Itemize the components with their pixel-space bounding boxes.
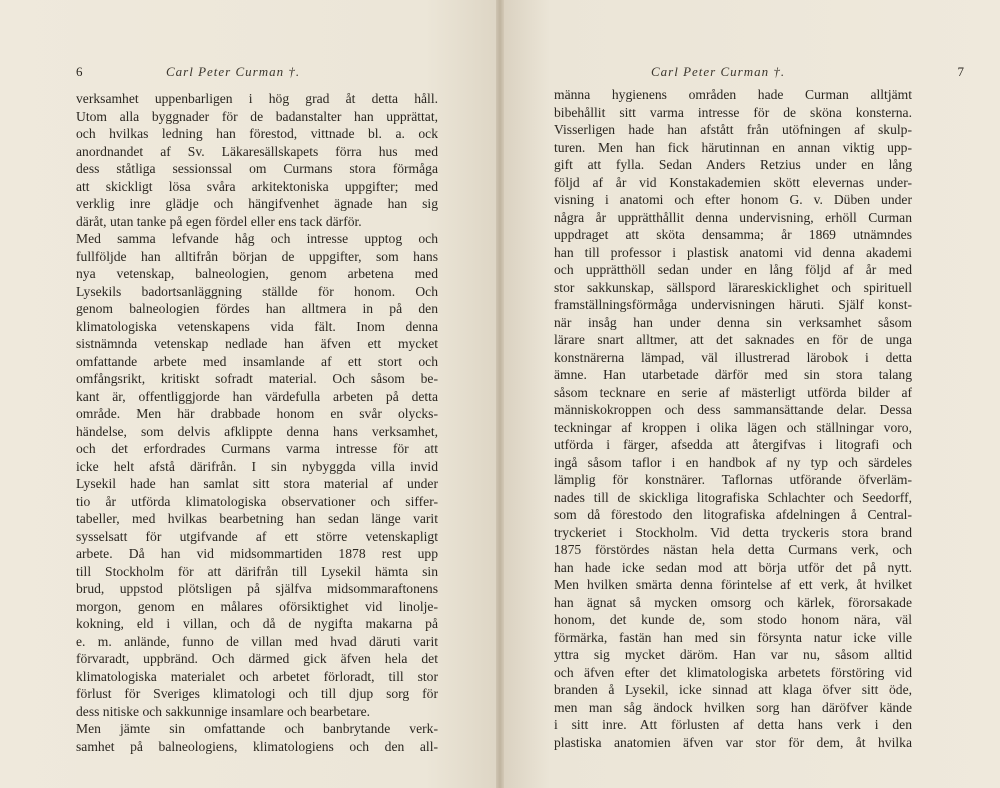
text-line: och äfven efter det klimatologiska arbetets förstöring vid bbox=[554, 664, 912, 680]
text-line: Med samma lefvande håg och intresse upptog och bbox=[76, 231, 438, 246]
text-line: kant är, offentliggjorde han värdefulla arbeten på detta bbox=[76, 388, 438, 404]
text-line: sysselsatt för utgifvande af ett större vetenskapligt bbox=[76, 528, 438, 544]
text-line: klimatologiska vetenskapens vida fält. Inom denna bbox=[76, 318, 438, 334]
text-line: dess ståtliga sessionssal om Curmans stora förmåga bbox=[76, 161, 438, 176]
text-line: dess nitiske och sakkunnige insamlare och bearbetare. bbox=[76, 703, 371, 719]
text-line: tryckeriet i Stockholm. Vid detta tryckeris stora brand bbox=[554, 524, 912, 540]
left-page-text bbox=[76, 90, 438, 755]
text-line: Visserligen hade han afstått från utöfningen af skulp- bbox=[554, 122, 912, 137]
text-line: lärare snart alltmer, att det saknades en för de unga bbox=[554, 332, 912, 347]
left-running-title: Carl Peter Curman †. bbox=[166, 64, 301, 79]
text-line: kokning, eld i villan, och då de nygifta makarna på bbox=[76, 616, 438, 631]
text-line: förmärka, fastän han med sin försynta natur icke ville bbox=[554, 629, 912, 645]
text-line: utförda i färger, afsedda att återgifvas i litografi och bbox=[554, 437, 912, 452]
text-line: brud, uppstod plötsligen på själfva midsommaraftonens bbox=[76, 581, 438, 596]
right-running-title: Carl Peter Curman †. bbox=[651, 64, 786, 79]
text-line: bibehållit sitt varma intresse för de sköna konsterna. bbox=[554, 104, 912, 120]
text-line: att skickligt lösa svåra arkitektoniska uppgifter; med bbox=[76, 178, 438, 194]
text-line: fullföljde han alltifrån början de uppgifter, som hans bbox=[76, 248, 438, 264]
text-line: turen. Men han fick härutinnan en annan viktig upp- bbox=[554, 139, 912, 155]
text-line: Men jämte sin omfattande och banbrytande verk- bbox=[76, 721, 438, 736]
text-line: i sitt inre. Att förlusten af detta hans verk i den bbox=[554, 717, 912, 732]
text-line: sistnämnda vetenskap nedlade han äfven ett mycket bbox=[76, 336, 438, 351]
book-gutter bbox=[496, 0, 504, 788]
text-line: branden å Lysekil, icke sinnad att klaga öfver sitt öde, bbox=[554, 682, 912, 697]
text-line: Lysekils badortsanläggning ställde för honom. Och bbox=[76, 283, 438, 299]
text-line: genom balneologien fördes han alltmera in på den bbox=[76, 301, 438, 316]
text-line: männa hygienens områden hade Curman alltjämt bbox=[554, 87, 912, 102]
text-line: arbete. Då han vid midsommartiden 1878 rest upp bbox=[76, 546, 438, 561]
text-line: förvaradt, uppbränd. Och därmed gick äfven hela det bbox=[76, 651, 438, 666]
text-line: samhet på balneologiens, klimatologiens och den all- bbox=[76, 738, 438, 754]
text-line: plastiska anatomien äfven var stor för dem, åt hvilka bbox=[554, 734, 912, 750]
text-line: Men hvilken smärta denna förintelse af ett verk, åt hvilket bbox=[554, 577, 912, 592]
left-page-number: 6 bbox=[76, 64, 83, 79]
text-line: Lysekil hade han samlat sitt stora material af under bbox=[76, 476, 438, 491]
text-line: ämne. Han utarbetade därför med sin stora talang bbox=[554, 367, 912, 382]
text-line: tio år utförda klimatologiska observationer och siffer- bbox=[76, 493, 438, 509]
text-line: anordnandet af Sv. Läkaresällskapets förra hus med bbox=[76, 143, 438, 159]
text-line: och det erfordrades Curmans varma intresse för att bbox=[76, 441, 438, 456]
right-page-text bbox=[554, 86, 912, 751]
text-line: men man såg ändock hvilken sorg han däröfver kände bbox=[554, 699, 912, 715]
text-line: händelse, som delvis afklippte denna hans verksamhet, bbox=[76, 423, 438, 439]
text-line: och upprätthöll sedan under en lång följd af år med bbox=[554, 262, 912, 277]
text-line: till Stockholm för att därifrån till Lysekil hämta sin bbox=[76, 563, 438, 579]
text-line: stor sakkunskap, sällspord lärareskicklighet och spirituell bbox=[554, 279, 912, 295]
text-line: omfattande arbete med insamlande af ett stort och bbox=[76, 353, 438, 369]
text-line: däråt, utan tanke på egen fördel eller ens tack därför. bbox=[76, 213, 362, 229]
text-line: yttra sig mycket däröm. Han var nu, såsom alltid bbox=[554, 647, 912, 662]
text-line: teckningar af kroppen i olika lägen och ställningar voro, bbox=[554, 419, 912, 435]
text-line: lämplig för konstnärer. Taflornas utförande öfverläm- bbox=[554, 472, 912, 487]
text-line: e. m. anlände, funno de villan med hvad däruti varit bbox=[76, 633, 438, 649]
text-line: förlust för Sveriges klimatologi och till djup sorg för bbox=[76, 686, 438, 701]
text-line: några år upprätthållit denna undervisning, erhöll Curman bbox=[554, 209, 912, 225]
text-line: område. Men här drabbade honom en svår olycks- bbox=[76, 406, 438, 421]
text-line: människokroppen och dess sammansättande delar. Dessa bbox=[554, 402, 912, 417]
text-line: icke helt afstå därifrån. I sin nybyggda villa invid bbox=[76, 458, 438, 474]
text-line: verklig inre glädje och hängifvenhet ägnade han sig bbox=[76, 196, 438, 211]
text-line: omfångsrikt, kritiskt sofradt material. Och såsom be- bbox=[76, 371, 438, 386]
text-line: han ägnat så mycken omsorg och kärlek, förorsakade bbox=[554, 594, 912, 610]
text-line: Utom alla byggnader för de badanstalter han upprättat, bbox=[76, 108, 438, 124]
text-line: framställningsförmåga undervisningen häruti. Själf konst- bbox=[554, 297, 912, 312]
text-line: när insåg han under denna sin verksamhet såsom bbox=[554, 314, 912, 330]
text-line: och hvilkas ledning han förestod, vittnade bl. a. ock bbox=[76, 126, 438, 141]
text-line: han till professor i plastisk anatomi vid denna akademi bbox=[554, 244, 912, 260]
text-line: konstnärerna lämpad, väl illustrerad lärobok i detta bbox=[554, 349, 912, 365]
text-line: verksamhet uppenbarligen i hög grad åt detta håll. bbox=[76, 91, 438, 106]
text-line: honom, det kunde de, som stodo honom nära, väl bbox=[554, 612, 912, 627]
text-line: såsom tecknare en serie af mästerligt utförda bilder af bbox=[554, 384, 912, 400]
text-line: han hade icke sedan mod att börja utför det på nytt. bbox=[554, 559, 912, 575]
text-line: som då förestodo den litografiska afdelningen å Central- bbox=[554, 507, 912, 522]
text-line: klimatologiska materialet och arbetet förloradt, till stor bbox=[76, 668, 438, 684]
text-line: visning i anatomi och efter honom G. v. Düben under bbox=[554, 192, 912, 207]
right-page bbox=[500, 0, 1000, 788]
text-line: morgon, genom en målares oförsiktighet vid linolje- bbox=[76, 598, 438, 614]
text-line: 1875 förstördes nästan hela detta Curmans verk, och bbox=[554, 542, 912, 557]
text-line: följd af år vid Konstakademien skött elevernas under- bbox=[554, 174, 912, 190]
text-line: nya vetenskap, balneologien, genom arbetena med bbox=[76, 266, 438, 281]
text-line: ingå såsom taflor i en handbok af ny typ och särdeles bbox=[554, 454, 912, 470]
text-line: nades till de skickliga litografiska Schlachter och Seedorff, bbox=[554, 489, 912, 505]
right-page-number: 7 bbox=[957, 64, 964, 79]
text-line: tabeller, med hvilkas bearbetning han sedan länge varit bbox=[76, 511, 438, 526]
text-line: uppdraget att sköta densamma; år 1869 utnämndes bbox=[554, 227, 912, 242]
text-line: gift att fylla. Sedan Anders Retzius under en lång bbox=[554, 157, 912, 172]
